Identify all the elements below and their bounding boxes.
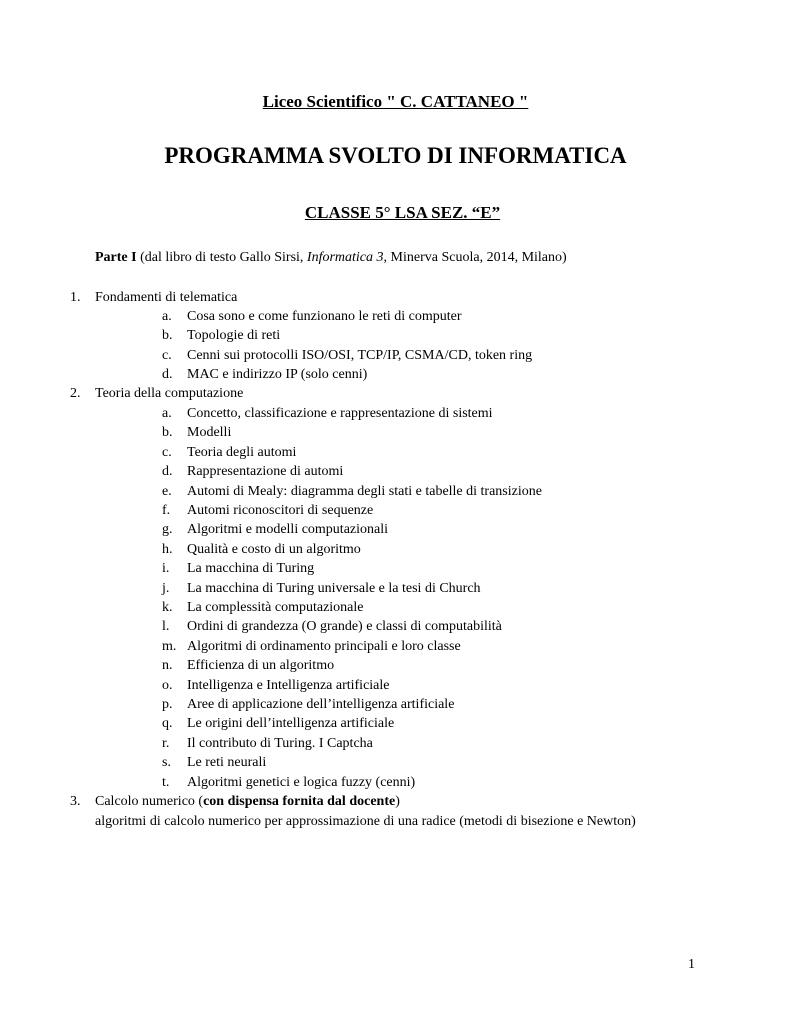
page-number: 1 — [688, 957, 695, 972]
list-item: Concetto, classificazione e rappresentazione di sistemi — [187, 406, 493, 421]
list-item: Le origini dell’intelligenza artificiale — [187, 716, 395, 731]
list-item: Algoritmi e modelli computazionali — [187, 522, 389, 537]
list-item: Algoritmi di ordinamento principali e loro classe — [187, 639, 461, 654]
list-item: Automi di Mealy: diagramma degli stati e tabelle di transizione — [187, 484, 542, 499]
list-item: Cosa sono e come funzionano le reti di computer — [187, 309, 462, 324]
list-item: Efficienza di un algoritmo — [187, 658, 335, 673]
list-item-letter: e. — [162, 484, 172, 499]
list-item-letter: d. — [162, 367, 173, 382]
section-3-title — [95, 794, 400, 810]
section-3-title-before: Calcolo numerico ( — [95, 794, 204, 809]
list-item-letter: c. — [162, 445, 172, 460]
list-item: Automi riconoscitori di sequenze — [187, 503, 374, 518]
list-item: Modelli — [187, 425, 232, 440]
list-item: La macchina di Turing universale e la tesi di Church — [187, 581, 481, 596]
list-item-letter: a. — [162, 406, 172, 421]
list-item-letter: b. — [162, 425, 173, 440]
list-item-letter: q. — [162, 716, 173, 731]
list-item-letter: a. — [162, 309, 172, 324]
list-item: Teoria degli automi — [187, 445, 297, 460]
list-item: Intelligenza e Intelligenza artificiale — [187, 678, 390, 693]
list-item-letter: p. — [162, 697, 173, 712]
list-item: MAC e indirizzo IP (solo cenni) — [187, 367, 368, 382]
list-item-letter: k. — [162, 600, 173, 615]
list-item: Qualità e costo di un algoritmo — [187, 542, 361, 557]
section-3-title-bold: con dispensa fornita dal docente — [203, 794, 396, 809]
intro-text-after: , Minerva Scuola, 2014, Milano) — [383, 250, 567, 265]
list-item-letter: s. — [162, 755, 171, 770]
intro-text-before: (dal libro di testo Gallo Sirsi, — [136, 250, 307, 265]
intro-line — [95, 250, 567, 266]
list-item-letter: j. — [162, 581, 170, 596]
list-item-letter: n. — [162, 658, 173, 673]
document-title: PROGRAMMA SVOLTO DI INFORMATICA — [164, 143, 627, 168]
section-2-number: 2. — [70, 386, 81, 401]
list-item-letter: t. — [162, 775, 170, 790]
list-item-letter: l. — [162, 619, 170, 634]
list-item-letter: m. — [162, 639, 177, 654]
list-item-letter: o. — [162, 678, 173, 693]
list-item-letter: f. — [162, 503, 171, 518]
section-1-number: 1. — [70, 290, 81, 305]
list-item: Ordini di grandezza (O grande) e classi di computabilità — [187, 619, 502, 634]
section-2-title: Teoria della computazione — [95, 386, 244, 401]
list-item: La complessità computazionale — [187, 600, 364, 615]
list-item: Aree di applicazione dell’intelligenza artificiale — [187, 697, 455, 712]
list-item-letter: c. — [162, 348, 172, 363]
section-3-description: algoritmi di calcolo numerico per approssimazione di una radice (metodi di bisezione e Newton) — [95, 814, 636, 829]
intro-book-title: Informatica 3 — [306, 250, 384, 265]
class-label: CLASSE 5° LSA SEZ. “E” — [304, 203, 501, 222]
section-1-title: Fondamenti di telematica — [95, 290, 238, 305]
list-item: Rappresentazione di automi — [187, 464, 344, 479]
list-item-letter: g. — [162, 522, 173, 537]
list-item-letter: d. — [162, 464, 173, 479]
list-item: Algoritmi genetici e logica fuzzy (cenni) — [187, 775, 416, 790]
list-item-letter: b. — [162, 328, 173, 343]
list-item: Cenni sui protocolli ISO/OSI, TCP/IP, CSMA/CD, token ring — [187, 348, 533, 363]
list-item-letter: h. — [162, 542, 173, 557]
list-item: Topologie di reti — [187, 328, 281, 343]
section-3-number: 3. — [70, 794, 81, 809]
list-item: Le reti neurali — [187, 755, 267, 770]
school-name: Liceo Scientifico " C. CATTANEO " — [262, 92, 529, 111]
intro-part-label: Parte I — [95, 250, 137, 265]
list-item-letter: r. — [162, 736, 170, 751]
list-item: La macchina di Turing — [187, 561, 315, 576]
list-item: Il contributo di Turing. I Captcha — [187, 736, 373, 751]
section-3-title-after: ) — [395, 794, 400, 809]
list-item-letter: i. — [162, 561, 170, 576]
